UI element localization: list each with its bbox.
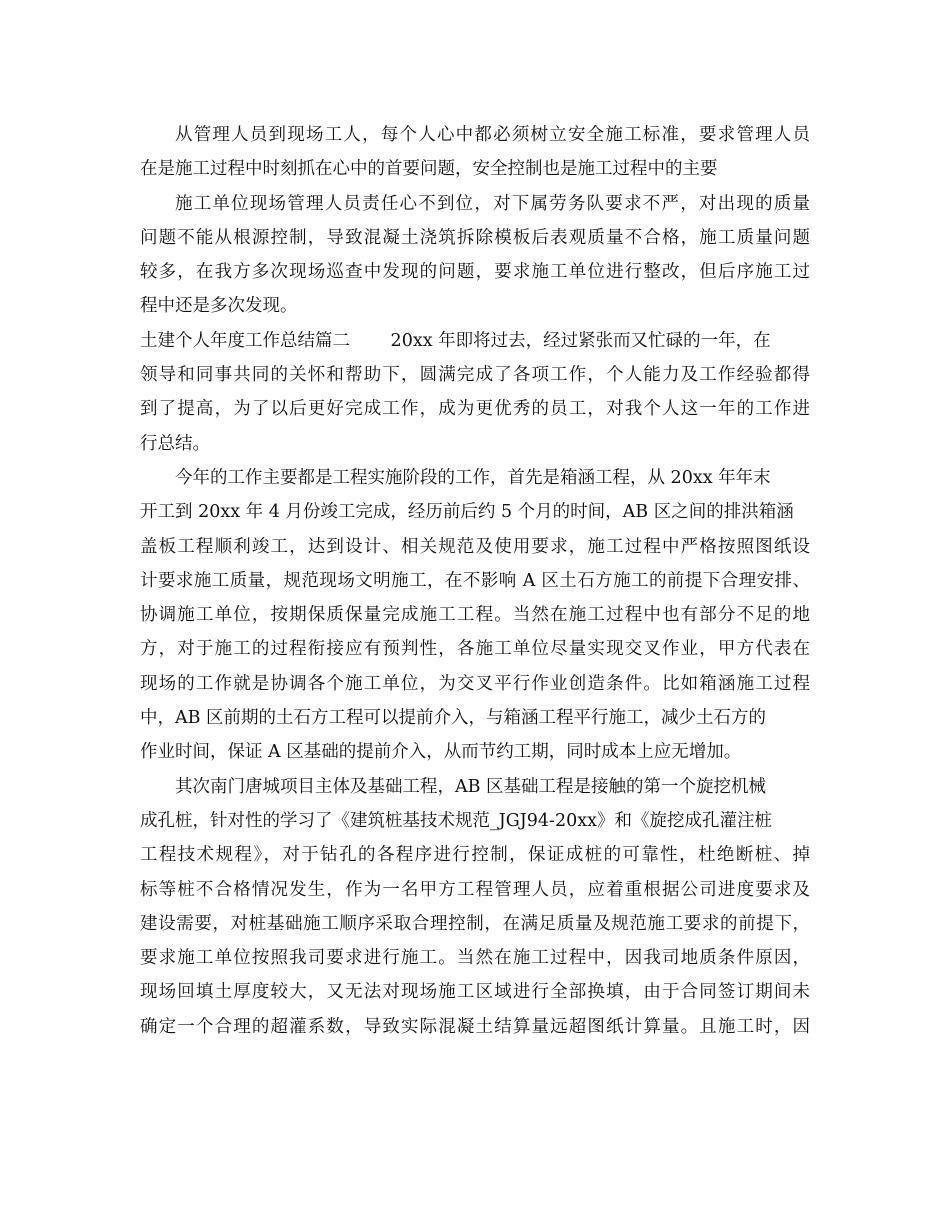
text-line: 成孔桩，针对性的学习了《建筑桩基技术规范_JGJ94-20xx》和《旋挖成孔灌注桩 [140, 810, 772, 831]
text-line: 工程技术规程》，对于钻孔的各程序进行控制，保证成桩的可靠性，杜绝断桩、掉 [140, 845, 810, 866]
text-line: 在是施工过程中时刻抓在心中的首要问题，安全控制也是施工过程中的主要 [140, 159, 718, 180]
document-body [140, 118, 810, 1044]
text-line: 较多，在我方多次现场巡查中发现的问题，要求施工单位进行整改，但后序施工过 [140, 262, 810, 283]
text-line: 程中还是多次发现。 [140, 296, 298, 317]
text-line: 到了提高，为了以后更好完成工作，成为更优秀的员工，对我个人这一年的工作进 [140, 399, 810, 420]
text-line: 作业时间，保证 A 区基础的提前介入，从而节约工期，同时成本上应无增加。 [140, 742, 742, 763]
text-line: 建设需要，对桩基础施工顺序采取合理控制，在满足质量及规范施工要求的前提下， [140, 913, 810, 934]
text-line: 现场的工作就是协调各个施工单位，为交叉平行作业创造条件。比如箱涵施工过程 [140, 673, 810, 694]
text-line: 中，AB 区前期的土石方工程可以提前介入，与箱涵工程平行施工，减少土石方的 [140, 708, 767, 729]
text-line: 领导和同事共同的关怀和帮助下，圆满完成了各项工作，个人能力及工作经验都得 [140, 365, 810, 386]
text-line: 施工单位现场管理人员责任心不到位，对下属劳务队要求不严，对出现的质量 [175, 193, 810, 214]
text-line: 土建个人年度工作总结篇二 20xx 年即将过去，经过紧张而又忙碌的一年，在 [140, 330, 771, 351]
text-line: 计要求施工质量，规范现场文明施工，在不影响 A 区土石方施工的前提下合理安排、 [140, 570, 810, 591]
text-line: 问题不能从根源控制，导致混凝土浇筑拆除模板后表观质量不合格，施工质量问题 [140, 227, 810, 248]
text-line: 从管理人员到现场工人，每个人心中都必须树立安全施工标准，要求管理人员 [175, 125, 810, 145]
text-line: 盖板工程顺利竣工，达到设计、相关规范及使用要求，施工过程中严格按照图纸设 [140, 536, 810, 557]
text-line: 现场回填土厚度较大，又无法对现场施工区域进行全部换填，由于合同签订期间未 [140, 982, 810, 1003]
text-line: 其次南门唐城项目主体及基础工程，AB 区基础工程是接触的第一个旋挖机械 [175, 776, 767, 797]
text-line: 今年的工作主要都是工程实施阶段的工作，首先是箱涵工程，从 20xx 年年末 [175, 467, 771, 488]
text-line: 行总结。 [140, 433, 210, 454]
text-line: 方，对于施工的过程衔接应有预判性，各施工单位尽量实现交叉作业，甲方代表在 [140, 639, 810, 660]
text-line: 标等桩不合格情况发生，作为一名甲方工程管理人员，应着重根据公司进度要求及 [140, 879, 810, 900]
text-line: 开工到 20xx 年 4 月份竣工完成，经历前后约 5 个月的时间，AB 区之间的排洪箱涵 [140, 502, 794, 523]
text-line: 要求施工单位按照我司要求进行施工。当然在施工过程中，因我司地质条件原因， [140, 948, 810, 969]
text-line: 确定一个合理的超灌系数，导致实际混凝土结算量远超图纸计算量。且施工时，因 [140, 1016, 810, 1037]
text-line: 协调施工单位，按期保质保量完成施工工程。当然在施工过程中也有部分不足的地 [140, 605, 810, 626]
